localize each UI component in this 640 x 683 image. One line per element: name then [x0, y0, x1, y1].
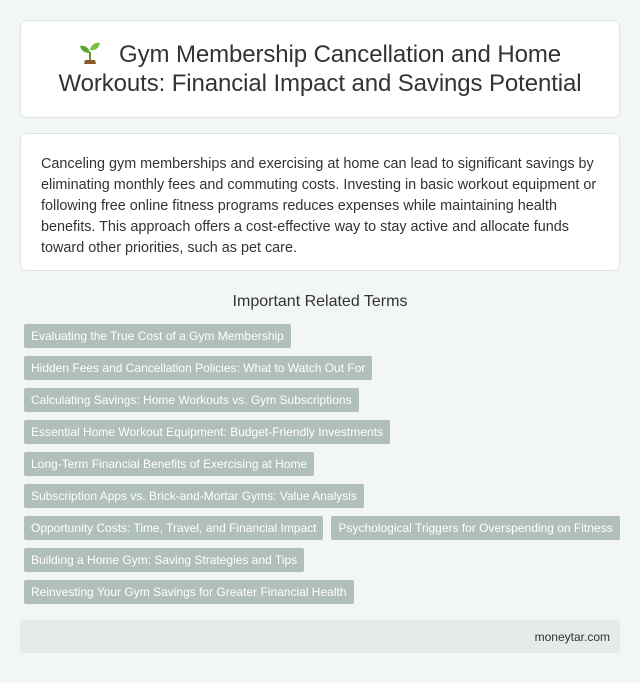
- page-title-text: Gym Membership Cancellation and Home Workouts: Financial Impact and Savings Potential: [58, 41, 582, 97]
- related-term-tag[interactable]: Calculating Savings: Home Workouts vs. Gym Subscriptions: [24, 388, 359, 412]
- related-term-tag[interactable]: Opportunity Costs: Time, Travel, and Financial Impact: [24, 516, 323, 540]
- summary-card: [20, 133, 620, 271]
- footer-site-link[interactable]: moneytar.com: [534, 629, 610, 644]
- related-term-tag[interactable]: Long-Term Financial Benefits of Exercising at Home: [24, 452, 314, 476]
- sprout-icon: [79, 41, 101, 65]
- sprout-icon-graphic: [79, 41, 101, 65]
- related-term-tag[interactable]: Evaluating the True Cost of a Gym Membership: [24, 324, 291, 348]
- related-terms-list: [20, 324, 625, 612]
- related-term-tag[interactable]: Essential Home Workout Equipment: Budget-Friendly Investments: [24, 420, 390, 444]
- related-term-tag[interactable]: Building a Home Gym: Saving Strategies and Tips: [24, 548, 304, 572]
- footer: [20, 620, 620, 653]
- page-title: [45, 40, 595, 98]
- title-card: [20, 20, 620, 118]
- related-term-tag[interactable]: Reinvesting Your Gym Savings for Greater Financial Health: [24, 580, 354, 604]
- related-term-tag[interactable]: Subscription Apps vs. Brick-and-Mortar Gyms: Value Analysis: [24, 484, 364, 508]
- summary-text: Canceling gym memberships and exercising at home can lead to significant savings by eliminating monthly fees and commuting costs. Investing in basic workout equipment or following free online fitness programs reduces expenses while maintaining health benefits. This approach offers a cost-effective way to stay active and allocate funds toward other priorities, such as pet care.: [41, 156, 597, 256]
- related-term-tag[interactable]: Hidden Fees and Cancellation Policies: What to Watch Out For: [24, 356, 372, 380]
- related-term-tag[interactable]: Psychological Triggers for Overspending on Fitness: [331, 516, 619, 540]
- related-terms-heading: Important Related Terms: [232, 293, 408, 310]
